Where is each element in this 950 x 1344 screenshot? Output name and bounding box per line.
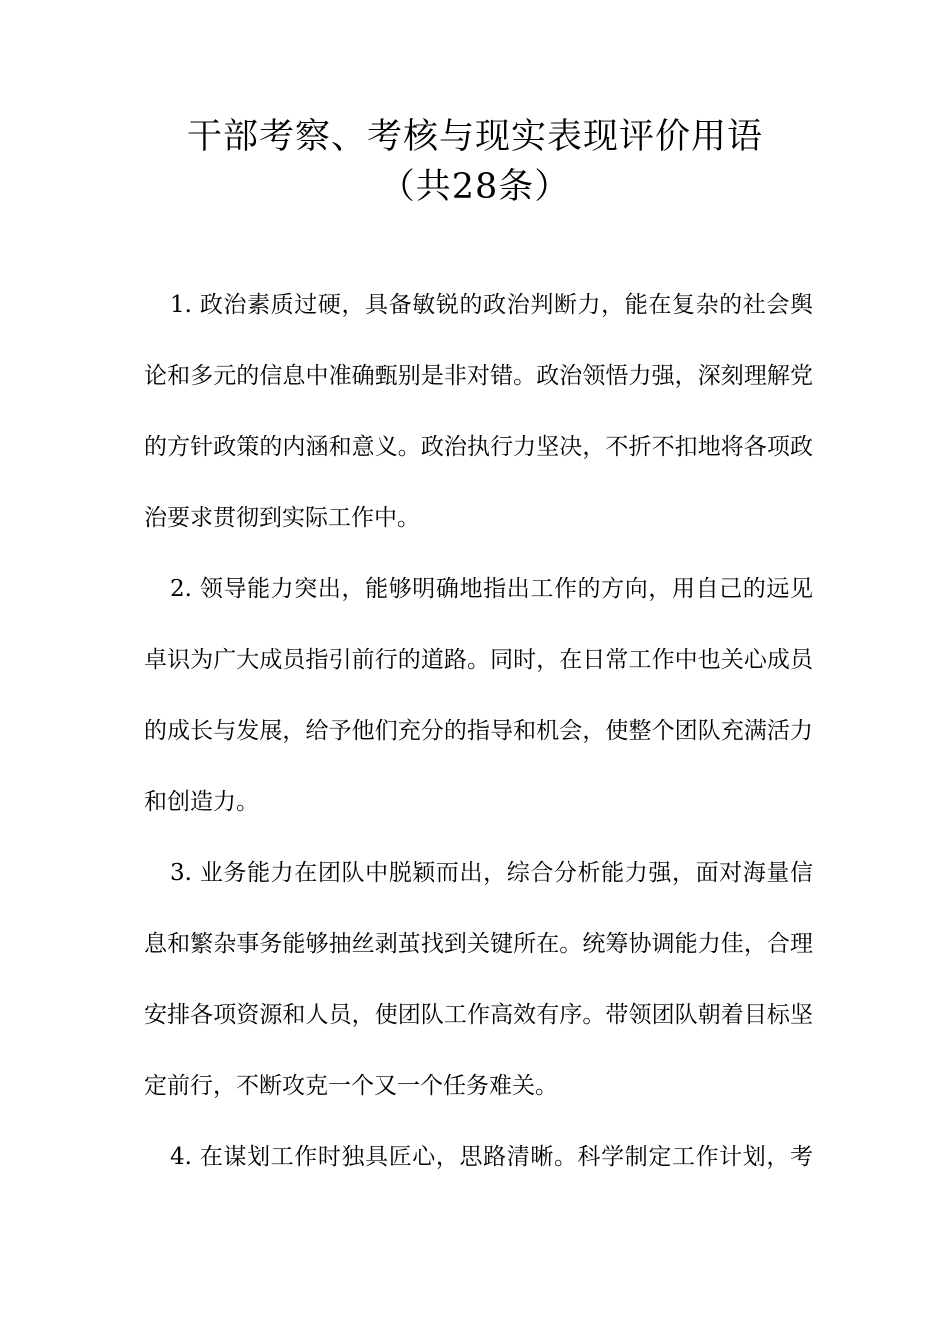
paragraph-2 [144,554,813,838]
paragraph-line: 息和繁杂事务能够抽丝剥茧找到关键所在。统筹协调能力佳，合理 [144,931,813,957]
paragraph-line: 安排各项资源和人员，使团队工作高效有序。带领团队朝着目标坚 [144,1002,813,1028]
paragraph-line: 的成长与发展，给予他们充分的指导和机会，使整个团队充满活力 [144,718,813,744]
paragraph-3 [144,838,813,1122]
document-body [144,270,813,1193]
paragraph-line: 定前行，不断攻克一个又一个任务难关。 [144,1073,558,1099]
paragraph-line: 论和多元的信息中准确甄别是非对错。政治领悟力强，深刻理解党 [144,363,813,389]
paragraph-1 [144,270,813,554]
paragraph-line: 4. 在谋划工作时独具匠心，思路清晰。科学制定工作计划，考 [170,1144,813,1170]
title-line-1: 干部考察、考核与现实表现评价用语 [186,117,763,157]
paragraph-line: 和创造力。 [144,789,259,815]
paragraph-line: 的方针政策的内涵和意义。政治执行力坚决，不折不扣地将各项政 [144,434,813,460]
paragraph-line: 1. 政治素质过硬，具备敏锐的政治判断力，能在复杂的社会舆 [170,292,813,318]
paragraph-4 [144,1122,813,1193]
paragraph-line: 治要求贯彻到实际工作中。 [144,505,420,531]
paragraph-line: 3. 业务能力在团队中脱颖而出，综合分析能力强，面对海量信 [170,860,813,886]
document-title [0,0,950,212]
paragraph-line: 2. 领导能力突出，能够明确地指出工作的方向，用自己的远见 [170,576,813,602]
paragraph-line: 卓识为广大成员指引前行的道路。同时，在日常工作中也关心成员 [144,647,813,673]
title-line-2: （共28条） [379,167,571,207]
